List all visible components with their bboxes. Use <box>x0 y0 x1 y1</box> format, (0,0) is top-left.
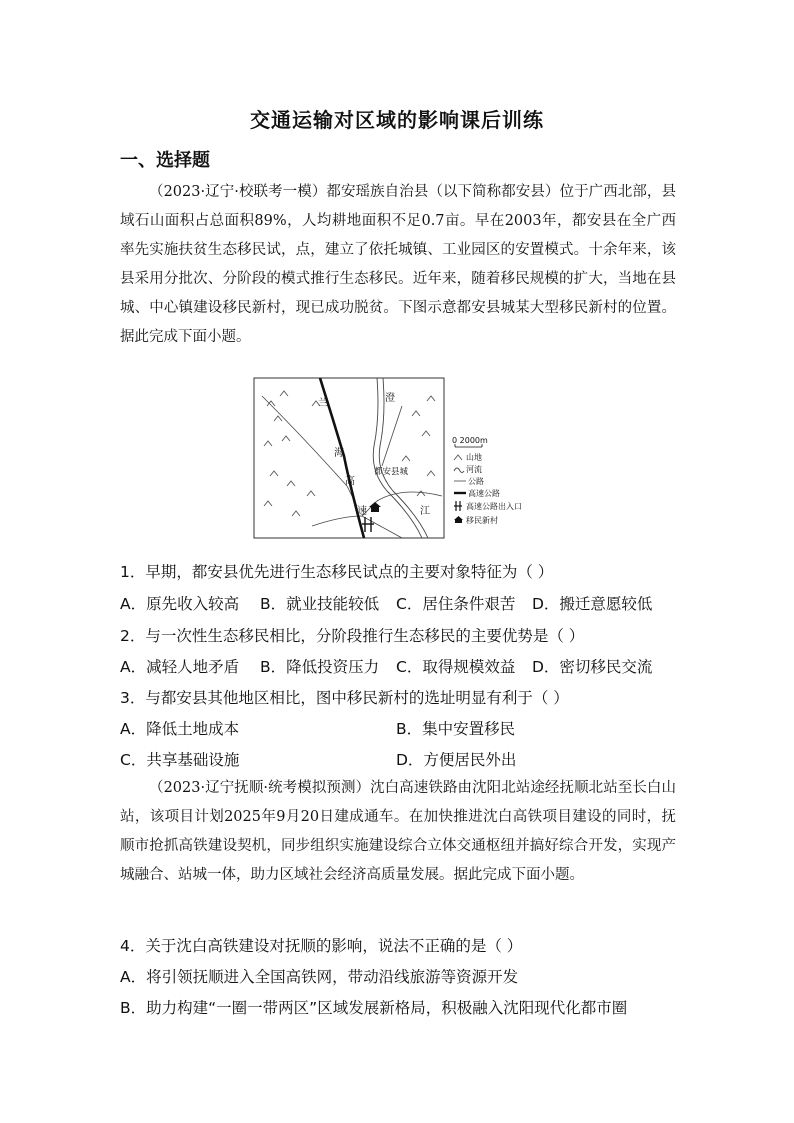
question-4-option-a: A．将引领抚顺进入全国高铁网，带动沿线旅游等资源开发 <box>120 968 519 986</box>
legend-village: 移民新村 <box>466 516 498 525</box>
question-2-option-c: C．取得规模效益 <box>396 658 516 676</box>
legend-mountain-icon <box>454 455 462 460</box>
question-4-option-b: B．助力构建“一圈一带两区”区域发展新格局，积极融入沈阳现代化都市圈 <box>120 999 628 1017</box>
map-label-lan: 兰 <box>318 398 328 409</box>
map-label-cheng: 澄 <box>385 393 395 404</box>
legend-river-icon <box>454 468 464 473</box>
question-1-option-a: A．原先收入较高 <box>120 595 240 613</box>
question-2-option-a: A．减轻人地矛盾 <box>120 658 240 676</box>
legend-exit-icon <box>454 501 462 511</box>
question-3-option-d: D．方便居民外出 <box>396 751 517 769</box>
map-label-gao: 高 <box>345 476 355 487</box>
legend-road: 公路 <box>468 477 484 486</box>
scale-bar <box>452 436 488 447</box>
question-1-option-c: C．居住条件艰苦 <box>396 595 516 613</box>
map-figure <box>252 376 544 542</box>
map-label-county: 都安县城 <box>374 467 409 477</box>
question-3-option-a: A．降低土地成本 <box>120 720 240 738</box>
question-2-option-d: D．密切移民交流 <box>532 658 653 676</box>
document-title: 交通运输对区域的影响课后训练 <box>250 108 544 132</box>
question-2-stem: 2．与一次性生态移民相比，分阶段推行生态移民的主要优势是（ ） <box>120 627 585 645</box>
map-legend <box>454 452 522 525</box>
question-1-stem: 1．早期，都安县优先进行生态移民试点的主要对象特征为（ ） <box>120 563 554 581</box>
scale-label: 0 2000m <box>452 436 488 445</box>
question-3-option-b: B．集中安置移民 <box>396 720 516 738</box>
map-label-hai: 海 <box>334 448 344 459</box>
passage-2: （2023·辽宁抚顺·统考模拟预测）沈白高速铁路由沈阳北站途经抚顺北站至长白山站，该项目计划2025年9月20日建成通车。在加快推进沈白高铁项目建设的同时，抚顺市抢抓高铁建设契机，同步组织实施建设综合立体交通枢纽并搞好综合开发，实现产城融合、站城一体，助力区域社会经济高质量发展。据此完成下面小题。 <box>120 780 676 883</box>
map-label-jiang: 江 <box>420 506 430 517</box>
question-1-option-d: D．搬迁意愿较低 <box>532 595 653 613</box>
section-heading: 一、选择题 <box>120 150 210 171</box>
legend-river: 河流 <box>466 465 482 474</box>
question-1-option-b: B．就业技能较低 <box>260 595 380 613</box>
map-svg <box>252 376 544 542</box>
question-3-stem: 3．与都安县其他地区相比，图中移民新村的选址明显有利于（ ） <box>120 689 569 707</box>
legend-expressway: 高速公路 <box>468 489 500 498</box>
legend-village-icon <box>454 516 463 523</box>
legend-mountain: 山地 <box>466 453 482 462</box>
legend-exit: 高速公路出入口 <box>466 502 522 511</box>
question-3-option-c: C．共享基础设施 <box>120 751 240 769</box>
question-2-option-b: B．降低投资压力 <box>260 658 380 676</box>
map-frame <box>254 378 444 538</box>
question-4-stem: 4．关于沈白高铁建设对抚顺的影响，说法不正确的是（ ） <box>120 937 523 955</box>
passage-1: （2023·辽宁·校联考一模）都安瑶族自治县（以下简称都安县）位于广西北部，县域石山面积占总面积89%，人均耕地面积不足0.7亩。早在2003年，都安县在全广西率先实施扶贫生态移民试，点，建立了依托城镇、工业园区的安置模式。十余年来，该县采用分批次、分阶段的模式推行生态移民。近年来，随着移民规模的扩大，当地在县城、中心镇建设移民新村，现已成功脱贫。下图示意都安县城某大型移民新村的位置。据此完成下面小题。 <box>120 184 676 345</box>
map-label-su: 速 <box>357 506 367 517</box>
